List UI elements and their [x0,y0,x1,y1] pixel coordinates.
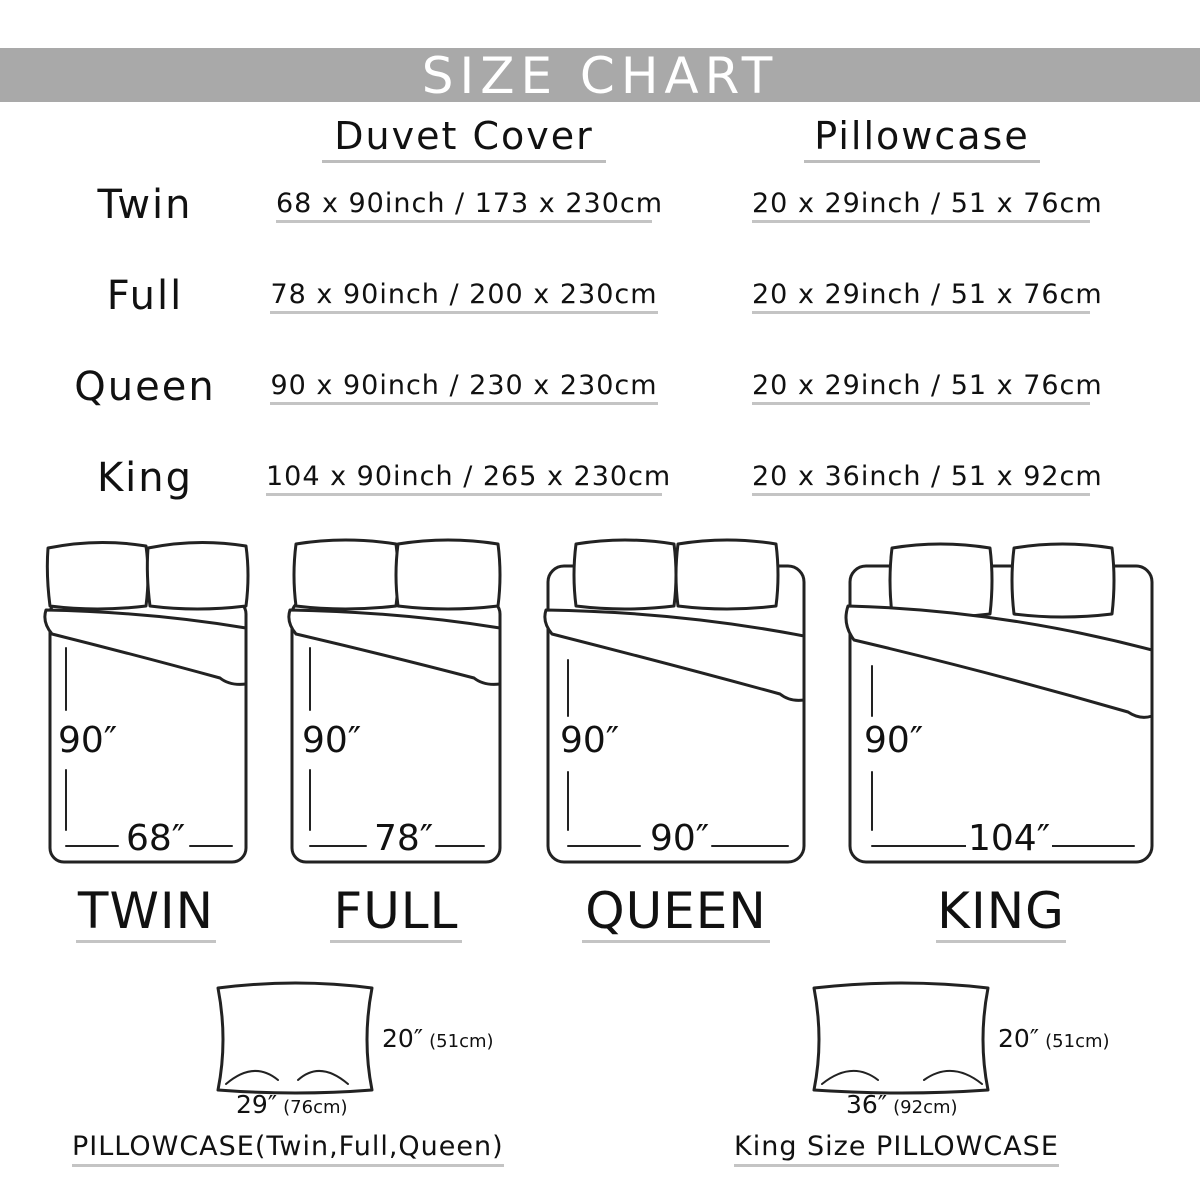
duvet-size-full: 78 x 90inch / 200 x 230cm [270,279,658,314]
twin-length-label: 90″ [58,720,118,761]
bed-name-king: KING [936,884,1066,943]
bed-name-twin: TWIN [76,884,216,943]
queen-bed-drawing [545,540,804,862]
pillowcase-size-full: 20 x 29inch / 51 x 76cm [752,279,1090,314]
standard-pillow-width-cm: (76cm) [283,1097,348,1118]
full-length-label: 90″ [302,720,362,761]
king-length-label: 90″ [864,720,924,761]
pillowcase-size-queen: 20 x 29inch / 51 x 76cm [752,370,1090,405]
standard-pillowcase-caption: PILLOWCASE(Twin,Full,Queen) [72,1130,504,1167]
bed-name-queen: QUEEN [582,884,770,943]
row-label-full: Full [106,273,184,319]
bed-name-full: FULL [330,884,462,943]
pillowcase-size-king: 20 x 36inch / 51 x 92cm [752,461,1090,496]
duvet-size-queen: 90 x 90inch / 230 x 230cm [270,370,658,405]
king-width-label: 104″ [968,818,1051,859]
king-pillow-height-in: 20″ [998,1024,1040,1053]
full-width-label: 78″ [374,818,434,859]
standard-pillow-height [382,1024,494,1053]
king-pillow-drawing [814,983,988,1093]
queen-length-label: 90″ [560,720,620,761]
king-pillow-height-cm: (51cm) [1045,1031,1110,1052]
king-pillow-width-cm: (92cm) [893,1097,958,1118]
king-pillow-width [846,1090,958,1119]
column-header-pillowcase: Pillowcase [804,114,1040,163]
pillowcase-size-twin: 20 x 29inch / 51 x 76cm [752,188,1090,223]
row-label-twin: Twin [97,182,193,228]
king-pillowcase-caption: King Size PILLOWCASE [734,1130,1059,1167]
king-pillow-width-in: 36″ [846,1090,888,1119]
standard-pillow-height-cm: (51cm) [429,1031,494,1052]
standard-pillow-drawing [218,983,372,1093]
twin-width-label: 68″ [126,818,186,859]
standard-pillow-height-in: 20″ [382,1024,424,1053]
row-label-queen: Queen [74,364,216,410]
page-title: SIZE CHART [421,47,779,105]
full-bed-drawing [289,540,500,862]
standard-pillow-width-in: 29″ [236,1090,278,1119]
row-label-king: King [96,455,194,501]
twin-bed-drawing [45,542,248,862]
king-bed-drawing [846,544,1152,862]
column-header-duvet: Duvet Cover [322,114,606,163]
queen-width-label: 90″ [650,818,710,859]
duvet-size-twin: 68 x 90inch / 173 x 230cm [276,188,652,223]
standard-pillow-width [236,1090,348,1119]
king-pillow-height [998,1024,1110,1053]
duvet-size-king: 104 x 90inch / 265 x 230cm [266,461,662,496]
